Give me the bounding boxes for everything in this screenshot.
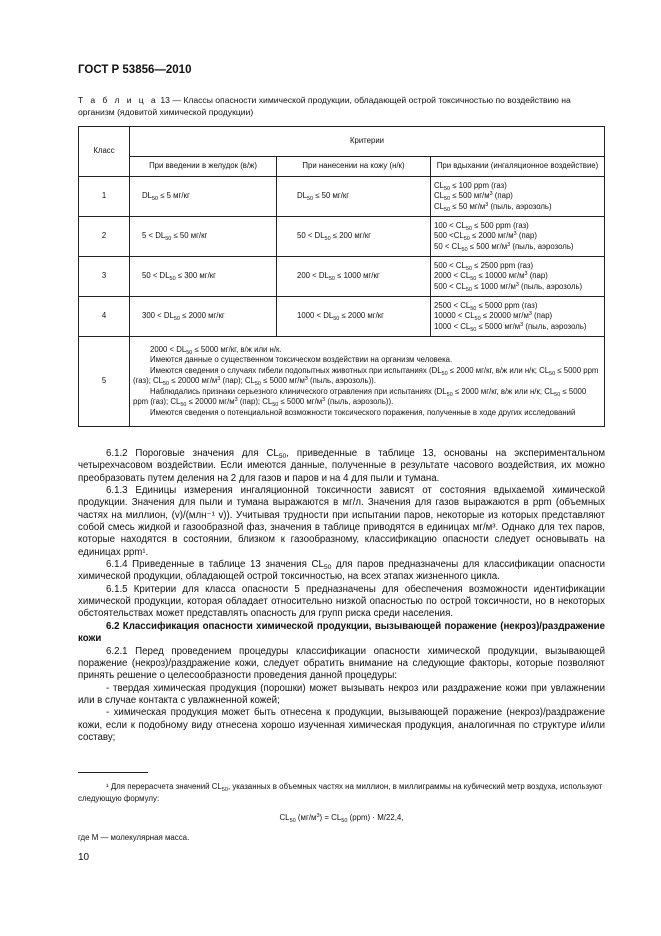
body-text <box>78 448 605 744</box>
list-item: - твердая химическая продукция (порошки) может вызывать некроз или раздражение кожи при увлажнении или в случае контакта с увлажненной кожей; <box>78 682 605 706</box>
page-number: 10 <box>78 852 90 863</box>
row5-line: $2000 < DL_{50} \le 5000$ мг/кг, в/ж или н/к. <box>150 345 282 357</box>
row5-line: Наблюдались признаки серьезного клинического отравления при испытаниях ($DL_{50} \le 2000$ мг/кг, в/ж или н/к; $CL_{50} \le 5000$ ppm (газ); $CL_{50} \le 20000$ $мг/м^3$ (пар); $CL_{50} \le 5000$ $мг/м^3$ (пыль, аэрозоль)). <box>133 386 587 409</box>
footnote <box>78 781 605 843</box>
row5-line: Имеются сведения о случаях гибели подопытных животных при испытаниях ($DL_{50} \le 2000$ мг/кг, в/ж или н/к; $CL_{50} \le 5000$ ppm (газ); $CL_{50} \le 20000$ $мг/м^3$ (пар); $CL_{50} \le 5000$ $мг/м^3$ (пыль, аэрозоль)). <box>133 365 599 388</box>
inhal-line: $500 <CL_{50} \le 2000$ $мг/м^3$ (пар) <box>434 231 537 243</box>
row-class: 1 <box>79 177 130 217</box>
paragraph-621: 6.2.1 Перед проведением процедуры классификации опасности химической продукции, вызывающей поражение (некроз)/раздражение кожи, следует обратить внимание на следующие факторы, которые позволяют принять решение о целесообразности проведения данной процедуры: <box>78 645 605 682</box>
row-oral: $5 < DL_{50} \le 50$ мг/кг <box>130 217 277 257</box>
inhal-line: $1000 < CL_{50} \le 5000$ $мг/м^3$ (пыль, аэрозоль) <box>434 321 587 333</box>
row-oral: $300 < DL_{50} \le 2000$ мг/кг <box>130 297 277 337</box>
inhal-line: $2500 < CL_{50} \le 5000$ ppm (газ) <box>434 300 538 312</box>
list-item: - химическая продукция может быть отнесена к продукции, вызывающей поражение (некроз)/раздражение кожи, если к подобному виду отнесена хорошо изученная химическая продукция, аналогичная по структуре и/или составу; <box>78 707 605 743</box>
table-row <box>79 257 605 297</box>
head-criteria: Критерии <box>130 127 605 157</box>
footnote-text: ¹ Для перерасчета значений $CL_{50}$, указанных в объемных частях на миллион, в миллиграммы на кубический метр воздуха, используют следующую формулу: <box>78 782 603 803</box>
inhal-line: $500 < CL_{50} \le 2500$ ppm (газ) <box>434 260 534 272</box>
row5-line: Имеются сведения о потенциальной возможности токсического поражения, полученные в ходе других исследований <box>150 407 576 417</box>
paragraph-612: 6.1.2 Пороговые значения для $CL_{50}$, приведенные в таблице 13, основаны на экспериментальном четырехчасовом воздействии. Если имеются данные, полученные в результате часового воздействия, их можно преобразовать путем деления на 2 для газов и паров и на 4 для пыли и тумана. <box>78 448 605 484</box>
row-dermal: $50 < DL_{50} \le 200$ мг/кг <box>277 217 431 257</box>
inhal-line: $CL_{50} \le 500$ $мг/м^3$ (пар) <box>434 191 513 203</box>
hazard-class-table <box>78 126 605 427</box>
footnote-formula: $CL_{50}$ $(мг/м^3) = CL_{50}$ (ppm) · M/22,4, <box>279 813 404 824</box>
inhal-line: $50 < CL_{50} \le 500$ $мг/м^3$ (пыль, аэрозоль) <box>434 241 574 253</box>
caption-text: 13 — Классы опасности химической продукции, обладающей острой токсичностью по воздействию на организм (ядовитой химической продукции) <box>78 95 571 117</box>
caption-prefix: Т а б л и ц а <box>78 95 158 105</box>
table-row <box>79 337 605 427</box>
inhal-line: $100 < CL_{50} \le 500$ ppm (газ) <box>434 220 529 232</box>
head-dermal: При нанесении на кожу (н/к) <box>277 157 431 177</box>
section-heading-62: 6.2 Классификация опасности химической продукции, вызывающей поражение (некроз)/раздражение кожи <box>78 620 605 645</box>
document-header: ГОСТ Р 53856—2010 <box>78 64 192 76</box>
paragraph-614: 6.1.4 Приведенные в таблице 13 значения $CL_{50}$ для паров предназначены для классификации опасности химической продукции, обладающей острой токсичностью, на всех этапах жизненного цикла. <box>78 559 605 583</box>
table-caption <box>78 95 605 118</box>
head-class: Класс <box>79 127 130 177</box>
row-dermal: $200 < DL_{50} \le 1000$ мг/кг <box>277 257 431 297</box>
row-class: 2 <box>79 217 130 257</box>
row-dermal: $DL_{50} \le 50$ мг/кг <box>277 177 431 217</box>
table-row <box>79 297 605 337</box>
row5-text <box>130 337 605 427</box>
row-inhal <box>431 297 605 337</box>
inhal-line: $500 < CL_{50} \le 1000$ $мг/м^3$ (пыль, аэрозоль) <box>434 281 583 293</box>
row-inhal <box>431 177 605 217</box>
head-inhal: При вдыхании (ингаляционное воздействие) <box>431 157 605 177</box>
footnote-where: где М — молекулярная масса. <box>78 832 190 842</box>
footnote-divider <box>78 772 148 773</box>
row-oral: $DL_{50} \le 5$ мг/кг <box>130 177 277 217</box>
inhal-line: $CL_{50} \le 50$ $мг/м^3$ (пыль, аэрозоль) <box>434 201 552 213</box>
row-oral: $50 < DL_{50} \le 300$ мг/кг <box>130 257 277 297</box>
table-row <box>79 177 605 217</box>
inhal-line: $2000 < CL_{50} \le 10000$ $мг/м^3$ (пар) <box>434 271 548 283</box>
table-row <box>79 217 605 257</box>
row-class: 5 <box>79 337 130 427</box>
row-inhal <box>431 257 605 297</box>
inhal-line: $CL_{50} \le 100$ ppm (газ) <box>434 180 507 192</box>
row-dermal: $1000 < DL_{50} \le 2000$ мг/кг <box>277 297 431 337</box>
inhal-line: $10000 < CL_{50} \le 20000$ $мг/м^3$ (пар) <box>434 311 553 323</box>
paragraph-613: 6.1.3 Единицы измерения ингаляционной токсичности зависят от состояния вдыхаемой химической продукции. Значения для пыли и тумана выражаются в мг/л. Значения для газов выражаются в ppm (объемных частях на миллион, (v)/(млн⁻¹ v)). Учитывая трудности при испытании паров, некоторые из которых представляют собой смесь жидкой и газообразной фаз, значения в таблице приводятся в единицах мг/м³. Однако для тех паров, которые находятся в состоянии, близком к газообразному, классификацию опасности следует основывать на единицах ppm¹. <box>78 485 605 558</box>
row-class: 3 <box>79 257 130 297</box>
paragraph-615: 6.1.5 Критерии для класса опасности 5 предназначены для обеспечения возможности идентификации химической продукции, которая обладает относительно низкой опасностью по острой токсичности, но в некоторых обстоятельствах может представлять опасность для групп риска среди населения. <box>78 583 605 620</box>
row5-line: Имеются данные о существенном токсическом воздействии на организм человека. <box>150 355 453 365</box>
head-oral: При введении в желудок (в/ж) <box>130 157 277 177</box>
row-class: 4 <box>79 297 130 337</box>
row-inhal <box>431 217 605 257</box>
